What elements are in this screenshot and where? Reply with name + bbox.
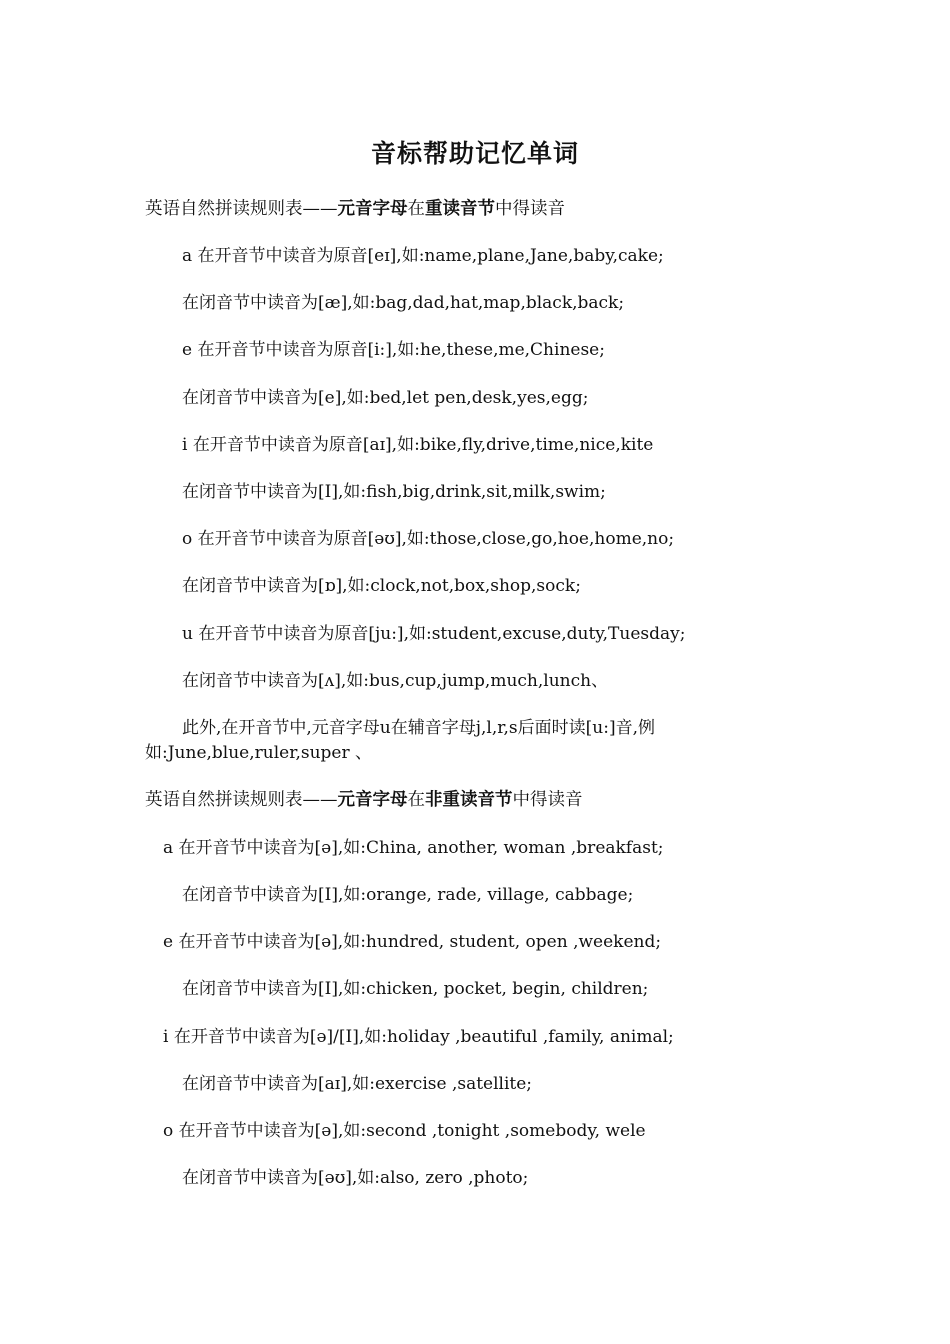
rule-line: 在闭音节中读音为[I],如:chicken, pocket, begin, children; [182,979,649,999]
rule-line: 在闭音节中读音为[æ],如:bag,dad,hat,map,black,back; [182,293,625,313]
section2-heading-mid: 在 [407,790,425,810]
rule-line: o 在开音节中读音为原音[əʊ],如:those,close,go,hoe,home,no; [182,529,675,549]
rule-line: e 在开音节中读音为原音[i:],如:he,these,me,Chinese; [182,340,605,360]
rule-line: 在闭音节中读音为[aɪ],如:exercise ,satellite; [182,1074,533,1094]
section1-heading-prefix: 英语自然拼读规则表—— [145,199,338,219]
rule-line: i 在开音节中读音为原音[aɪ],如:bike,fly,drive,time,nice,kite [182,435,654,455]
rule-line: i 在开音节中读音为[ə]/[I],如:holiday ,beautiful ,family, animal; [163,1027,674,1047]
section2-heading [145,788,583,812]
rule-line: 在闭音节中读音为[I],如:fish,big,drink,sit,milk,swim; [182,482,606,502]
section2-heading-suffix: 中得读音 [512,790,583,810]
section1-heading [145,197,565,221]
section2-heading-bold2: 非重读音节 [425,790,513,810]
note-line-2: 如:June,blue,ruler,super 、 [145,743,373,763]
note-line-1: 此外,在开音节中,元音字母u在辅音字母j,l,r,s后面时读[u:]音,例 [182,718,656,738]
rule-line: 在闭音节中读音为[əʊ],如:also, zero ,photo; [182,1168,529,1188]
section2-heading-bold1: 元音字母 [337,790,408,810]
section1-heading-bold1: 元音字母 [337,199,408,219]
note-paragraph [145,716,785,766]
rule-line: o 在开音节中读音为[ə],如:second ,tonight ,somebody, wele [163,1121,646,1141]
section2-heading-prefix: 英语自然拼读规则表—— [145,790,338,810]
rule-line: 在闭音节中读音为[I],如:orange, rade, village, cabbage; [182,885,634,905]
rule-line: 在闭音节中读音为[ʌ],如:bus,cup,jump,much,lunch、 [182,671,609,691]
rule-line: e 在开音节中读音为[ə],如:hundred, student, open ,weekend; [163,932,662,952]
section1-heading-suffix: 中得读音 [495,199,565,219]
rule-line: 在闭音节中读音为[e],如:bed,let pen,desk,yes,egg; [182,388,589,408]
section1-heading-mid: 在 [407,199,425,219]
rule-line: a 在开音节中读音为[ə],如:China, another, woman ,breakfast; [163,838,664,858]
section1-heading-bold2: 重读音节 [425,199,495,219]
rule-line: a 在开音节中读音为原音[eɪ],如:name,plane,Jane,baby,cake; [182,246,664,266]
page-title: 音标帮助记忆单词 [370,139,579,168]
rule-line: 在闭音节中读音为[ɒ],如:clock,not,box,shop,sock; [182,576,581,596]
rule-line: u 在开音节中读音为原音[ju:],如:student,excuse,duty,Tuesday; [182,624,686,644]
